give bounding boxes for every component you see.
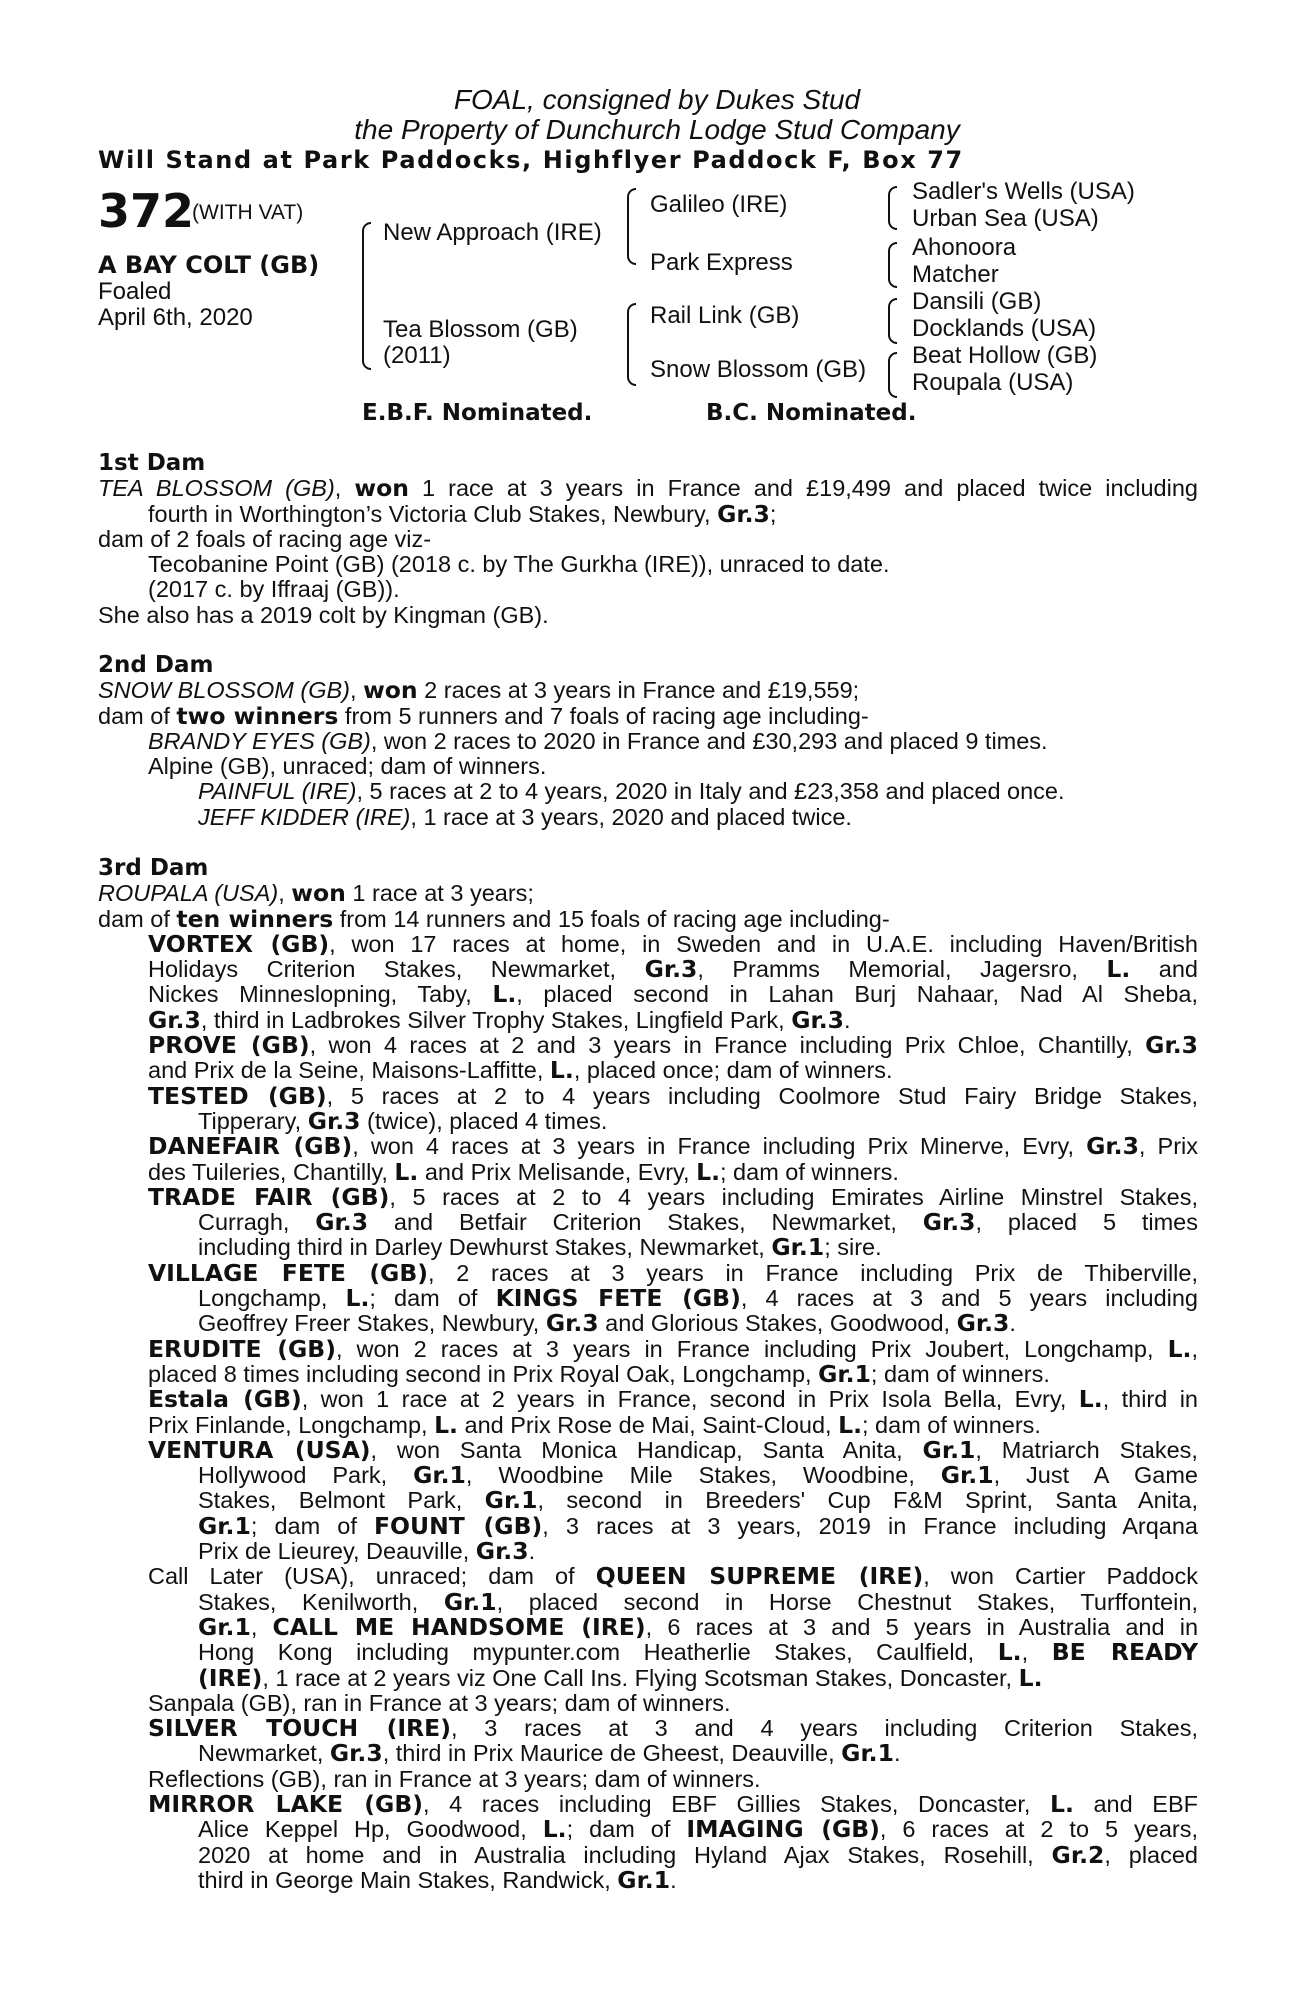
text-line <box>198 1488 1198 1513</box>
body-text: , 4 races at 3 and 5 years including <box>740 1285 1199 1312</box>
pedigree-dam: Tea Blossom (GB) <box>383 316 578 343</box>
text-line <box>148 1005 1198 1034</box>
body-text: Tipperary, <box>198 1107 308 1134</box>
pedigree-brace-ss <box>888 186 897 230</box>
body-text: , <box>1191 1335 1198 1362</box>
body-text: from 5 runners and 7 foals of racing age including- <box>338 702 869 729</box>
body-text: Prix de Lieurey, Deauville, <box>198 1538 476 1565</box>
body-text: Prix Finlande, Longchamp, <box>148 1411 435 1438</box>
body-text: , 5 races at 2 to 4 years, 2020 in Italy and £23,358 and placed once. <box>356 778 1065 805</box>
bold-text: L. <box>1078 1385 1103 1414</box>
pedigree-sire-sire: Galileo (IRE) <box>650 191 788 218</box>
text-line <box>148 982 1198 1007</box>
body-text: Geoffrey Freer Stakes, Newbury, <box>198 1310 546 1337</box>
text-line <box>198 1539 1198 1564</box>
section-heading: 2nd Dam <box>98 652 214 678</box>
body-text: , Pramms Memorial, Jagersro, <box>697 956 1107 983</box>
body-text: and Prix Rose de Mai, Saint-Cloud, <box>457 1411 839 1438</box>
text-line <box>198 1106 1198 1135</box>
pedigree-dam-year: (2011) <box>383 342 451 369</box>
body-text: placed 8 times including second in Prix Royal Oak, Longchamp, <box>148 1360 819 1387</box>
bold-text: Gr.1 <box>940 1461 994 1490</box>
body-text: , 5 races at 2 to 4 years including Emirates Airline Minstrel Stakes, <box>389 1183 1198 1210</box>
bold-text: won <box>363 676 418 705</box>
bold-text: L. <box>696 1157 720 1186</box>
text-line <box>198 1817 1198 1842</box>
lot-vat-note: (WITH VAT) <box>192 201 304 224</box>
body-text: (twice), placed 4 times. <box>360 1107 608 1134</box>
body-text: Stakes, Belmont Park, <box>198 1487 485 1514</box>
body-text: 1 race at 3 years; <box>345 880 534 907</box>
body-text: , <box>334 475 355 502</box>
italic-name: JEFF KIDDER (IRE) <box>198 803 411 830</box>
text-line <box>148 1058 1198 1083</box>
text-line <box>148 1564 1198 1589</box>
text-line <box>198 1511 1198 1540</box>
bold-text: Gr.1 <box>818 1359 871 1388</box>
body-text: , 2 races at 3 years in France including Prix de Thiberville, <box>428 1259 1198 1286</box>
body-text: Curragh, <box>198 1209 316 1236</box>
bold-text: L. <box>1167 1334 1192 1363</box>
body-text: , Woodbine Mile Stakes, Woodbine, <box>465 1462 941 1489</box>
bold-text: Gr.1 <box>484 1486 538 1515</box>
body-text: dam of <box>98 905 177 932</box>
bold-text: MIRROR LAKE (GB) <box>148 1789 423 1818</box>
bold-text: L. <box>838 1410 862 1439</box>
text-line <box>148 1716 1198 1741</box>
text-line <box>148 1767 1198 1792</box>
bold-text: Gr.1 <box>841 1739 894 1768</box>
body-text: , placed second in Lahan Burj Nahaar, Nad Al Sheba, <box>516 981 1198 1008</box>
body-text: . <box>893 1740 901 1767</box>
text-line <box>98 904 1198 933</box>
body-text: including third in Darley Dewhurst Stakes, Newmarket, <box>198 1234 772 1261</box>
body-text: , Prix <box>1138 1133 1198 1160</box>
body-text: dam of 2 foals of racing age viz- <box>98 525 432 552</box>
bold-text: PROVE (GB) <box>148 1031 310 1060</box>
third-dam-section <box>98 856 1198 1893</box>
body-text: . <box>528 1538 536 1565</box>
body-text: ; <box>769 500 777 527</box>
body-text: 2020 at home and in Australia including Hyland Ajax Stakes, Rosehill, <box>198 1841 1052 1868</box>
body-text: . <box>670 1866 677 1893</box>
bold-text: L. <box>1049 1789 1074 1818</box>
body-text: ; dam of winners. <box>720 1158 899 1185</box>
body-text: , won Cartier Paddock <box>923 1563 1198 1590</box>
pedigree-dds: Beat Hollow (GB) <box>912 342 1098 369</box>
italic-name: ROUPALA (USA) <box>98 880 279 907</box>
bold-text: L. <box>1106 955 1131 984</box>
bold-text: VENTURA (USA) <box>148 1435 371 1464</box>
bold-text: Gr.3 <box>791 1005 845 1034</box>
text-line <box>148 1134 1198 1159</box>
body-text: Nickes Minneslopning, Taby, <box>148 981 493 1008</box>
bold-text: TESTED (GB) <box>148 1081 327 1110</box>
text-line <box>148 957 1198 982</box>
body-text: , won 1 race at 2 years in France, second in Prix Isola Bella, Evry, <box>301 1386 1079 1413</box>
body-text: , placed 5 times <box>975 1209 1198 1236</box>
text-line <box>198 1311 1198 1336</box>
bold-text: ten winners <box>176 904 334 933</box>
text-line <box>198 1663 1198 1692</box>
body-text: . <box>844 1006 851 1033</box>
text-line <box>98 678 1198 703</box>
bold-text: Gr.1 <box>443 1587 497 1616</box>
text-line <box>148 1334 1198 1363</box>
body-text: Longchamp, <box>198 1285 346 1312</box>
body-text: Hong Kong including mypunter.com Heatherlie Stakes, Caulfield, <box>198 1639 998 1666</box>
bold-text: TRADE FAIR (GB) <box>148 1182 390 1211</box>
body-text: , won 2 races to 2020 in France and £30,293 and placed 9 times. <box>370 727 1048 754</box>
bold-text: DANEFAIR (GB) <box>148 1132 353 1161</box>
pedigree-sds: Ahonoora <box>912 234 1017 261</box>
text-line <box>148 1691 1198 1716</box>
foaled-date: April 6th, 2020 <box>98 304 253 331</box>
body-text: Tecobanine Point (GB) (2018 c. by The Gurkha (IRE)), unraced to date. <box>148 551 890 578</box>
pedigree-dss: Dansili (GB) <box>912 288 1042 315</box>
pedigree-brace-main <box>362 222 371 370</box>
body-text: ; dam of <box>250 1512 374 1539</box>
body-text: , won 17 races at home, in Sweden and in U.A.E. including Haven/British <box>329 930 1198 957</box>
ebf-nomination: E.B.F. Nominated. <box>362 400 593 426</box>
body-text: , Just A Game <box>993 1462 1199 1489</box>
bold-text: L. <box>549 1056 574 1085</box>
bold-text: L. <box>542 1815 567 1844</box>
body-text: , 3 races at 3 years, 2019 in France including Arqana <box>542 1512 1198 1539</box>
pedigree-ssd: Urban Sea (USA) <box>912 205 1099 232</box>
bold-text: Gr.3 <box>545 1309 599 1338</box>
bold-text: won <box>291 879 346 908</box>
text-line <box>148 1258 1198 1287</box>
text-line <box>148 1435 1198 1464</box>
body-text: third in George Main Stakes, Randwick, <box>198 1866 618 1893</box>
body-text: 1 race at 3 years in France and £19,499 and placed twice including <box>408 475 1198 502</box>
body-text: , third in Prix Maurice de Gheest, Deauville, <box>382 1740 842 1767</box>
first-dam-section <box>98 451 1198 628</box>
text-line <box>98 527 1198 552</box>
second-dam-section <box>98 653 1198 830</box>
pedigree-sire-dam: Park Express <box>650 249 793 276</box>
bc-nomination: B.C. Nominated. <box>706 400 917 426</box>
body-text: , placed <box>1104 1841 1198 1868</box>
italic-name: TEA BLOSSOM (GB) <box>98 475 335 502</box>
body-text: , <box>350 677 364 704</box>
bold-text: ERUDITE (GB) <box>148 1334 336 1363</box>
bold-text: Gr.1 <box>617 1865 671 1894</box>
body-text: ; sire. <box>824 1234 882 1261</box>
body-text: , 4 races including EBF Gillies Stakes, Doncaster, <box>423 1790 1050 1817</box>
body-text: , won 4 races at 2 and 3 years in France including Prix Chloe, Chantilly, <box>309 1032 1146 1059</box>
section-heading: 3rd Dam <box>98 855 209 881</box>
bold-text: two winners <box>176 701 339 730</box>
body-text: , second in Breeders' Cup F&M Sprint, Santa Anita, <box>537 1487 1198 1514</box>
body-text: Call Later (USA), unraced; dam of <box>148 1563 596 1590</box>
body-text: , placed once; dam of winners. <box>573 1057 893 1084</box>
text-line <box>148 552 1198 577</box>
text-line <box>148 1033 1198 1058</box>
bold-text: Gr.3 <box>475 1537 529 1566</box>
text-line <box>148 577 1198 602</box>
body-text: ; dam of winners. <box>870 1360 1050 1387</box>
bold-text: CALL ME HANDSOME (IRE) <box>272 1612 646 1641</box>
body-text: Stakes, Kenilworth, <box>198 1588 444 1615</box>
bold-text: Gr.3 <box>644 955 698 984</box>
pedigree-brace-sd <box>888 242 897 288</box>
bold-text: Gr.2 <box>1051 1840 1105 1869</box>
bold-text: Gr.3 <box>1086 1132 1139 1161</box>
body-text: , placed second in Horse Chestnut Stakes, Turffontein, <box>496 1588 1199 1615</box>
pedigree-sire: New Approach (IRE) <box>383 219 602 246</box>
text-line <box>198 1840 1198 1869</box>
italic-name: PAINFUL (IRE) <box>198 778 357 805</box>
body-text: , 6 races at 3 and 5 years in Australia and in <box>645 1613 1199 1640</box>
body-text: and Betfair Criterion Stakes, Newmarket, <box>368 1209 923 1236</box>
text-line <box>198 1865 1198 1894</box>
bold-text: won <box>354 474 409 503</box>
body-text: and Prix de la Seine, Maisons-Laffitte, <box>148 1057 550 1084</box>
body-text: , won 2 races at 3 years in France including Prix Joubert, Longchamp, <box>335 1335 1168 1362</box>
bold-text: Gr.3 <box>717 499 770 528</box>
body-text: ; dam of <box>566 1816 687 1843</box>
body-text: , 1 race at 2 years viz One Call Ins. Flying Scotsman Stakes, Doncaster, <box>262 1664 1019 1691</box>
text-line <box>148 1081 1198 1110</box>
body-text: and Prix Melisande, Evry, <box>418 1158 697 1185</box>
body-text: from 14 runners and 15 foals of racing age including- <box>333 905 890 932</box>
text-line <box>198 805 1198 830</box>
bold-text: Estala (GB) <box>148 1385 302 1414</box>
body-text: des Tuileries, Chantilly, <box>148 1158 395 1185</box>
text-line <box>148 929 1198 958</box>
bold-text: Gr.1 <box>413 1461 466 1490</box>
bold-text: L. <box>394 1157 419 1186</box>
pedigree-sdd: Matcher <box>912 261 999 288</box>
bold-text: Gr.3 <box>1145 1031 1198 1060</box>
italic-name: SNOW BLOSSOM (GB) <box>98 677 350 704</box>
text-line <box>198 1210 1198 1235</box>
text-line <box>98 603 1198 628</box>
body-text: (2017 c. by Iffraaj (GB)). <box>148 576 400 603</box>
bold-text: VORTEX (GB) <box>148 929 330 958</box>
pedigree-dam-sire: Rail Link (GB) <box>650 302 800 329</box>
bold-text: VILLAGE FETE (GB) <box>148 1258 428 1287</box>
body-text: and EBF <box>1073 1790 1198 1817</box>
text-line <box>148 754 1198 779</box>
pedigree-ddd: Roupala (USA) <box>912 369 1074 396</box>
italic-name: BRANDY EYES (GB) <box>148 727 371 754</box>
bold-text: Gr.3 <box>307 1106 361 1135</box>
bold-text: Gr.1 <box>922 1435 976 1464</box>
body-text: , 3 races at 3 and 4 years including Criterion Stakes, <box>450 1715 1198 1742</box>
bold-text: Gr.1 <box>198 1511 251 1540</box>
bold-text: FOUNT (GB) <box>373 1511 543 1540</box>
body-text: fourth in Worthington’s Victoria Club Stakes, Newbury, <box>148 500 718 527</box>
text-line <box>198 1235 1198 1260</box>
text-line <box>198 779 1198 804</box>
body-text: , <box>278 880 292 907</box>
bold-text: Gr.1 <box>771 1233 825 1262</box>
bold-text: Gr.3 <box>148 1005 201 1034</box>
text-line <box>98 881 1198 906</box>
pedigree-brace-ds <box>888 298 897 344</box>
pedigree-brace-dd <box>888 352 897 398</box>
foaled-label: Foaled <box>98 278 172 305</box>
pedigree-brace-dam <box>627 303 636 386</box>
bold-text: L. <box>492 980 517 1009</box>
text-line <box>148 1410 1198 1439</box>
bold-text: IMAGING (GB) <box>686 1815 880 1844</box>
body-text: Alpine (GB), unraced; dam of winners. <box>148 753 547 780</box>
body-text: Alice Keppel Hp, Goodwood, <box>198 1816 543 1843</box>
text-line <box>98 476 1198 501</box>
text-line <box>148 1157 1198 1186</box>
body-text: , 5 races at 2 to 4 years including Coolmore Stud Fairy Bridge Stakes, <box>326 1082 1198 1109</box>
bold-text: Gr.3 <box>329 1739 383 1768</box>
pedigree-dam-dam: Snow Blossom (GB) <box>650 356 867 383</box>
pedigree-sss: Sadler's Wells (USA) <box>912 178 1135 205</box>
bold-text: Gr.3 <box>956 1309 1010 1338</box>
body-text: 2 races at 3 years in France and £19,559; <box>417 677 860 704</box>
bold-text: L. <box>997 1638 1022 1667</box>
body-text: She also has a 2019 colt by Kingman (GB). <box>98 601 549 628</box>
body-text: , Matriarch Stakes, <box>975 1436 1198 1463</box>
text-line <box>198 1463 1198 1488</box>
text-line <box>198 1640 1198 1665</box>
body-text: and Glorious Stakes, Goodwood, <box>598 1310 957 1337</box>
bold-text: L. <box>1018 1663 1043 1692</box>
body-text: , won 4 races at 3 years in France including Prix Minerve, Evry, <box>352 1133 1087 1160</box>
lot-title: A BAY COLT (GB) <box>98 251 320 279</box>
bold-text: Gr.1 <box>198 1612 251 1641</box>
text-line <box>148 1182 1198 1211</box>
body-text: Hollywood Park, <box>198 1462 414 1489</box>
section-heading: 1st Dam <box>98 450 206 476</box>
text-line <box>198 1741 1198 1766</box>
body-text: , third in <box>1102 1386 1198 1413</box>
lot-number: 372 <box>98 184 195 238</box>
body-text: , 6 races at 2 to 5 years, <box>879 1816 1198 1843</box>
bold-text: (IRE) <box>198 1663 263 1692</box>
text-line <box>148 1789 1198 1818</box>
body-text: , 1 race at 3 years, 2020 and placed twice. <box>410 803 852 830</box>
bold-text: QUEEN SUPREME (IRE) <box>595 1562 924 1591</box>
text-line <box>148 499 1198 528</box>
body-text: . <box>1009 1310 1016 1337</box>
body-text: , third in Ladbrokes Silver Trophy Stakes, Lingfield Park, <box>200 1006 792 1033</box>
text-line <box>148 1359 1198 1388</box>
body-text: , won Santa Monica Handicap, Santa Anita, <box>370 1436 923 1463</box>
body-text: dam of <box>98 702 177 729</box>
text-line <box>148 1387 1198 1412</box>
body-text: and <box>1130 956 1198 983</box>
bold-text: BE READY <box>1051 1638 1199 1667</box>
body-text: Holidays Criterion Stakes, Newmarket, <box>148 956 645 983</box>
body-text: ; dam of winners. <box>862 1411 1041 1438</box>
bold-text: L. <box>434 1410 458 1439</box>
body-text: , <box>1021 1639 1052 1666</box>
body-text: , <box>250 1613 273 1640</box>
text-line <box>148 729 1198 754</box>
bold-text: SILVER TOUCH (IRE) <box>148 1714 451 1743</box>
bold-text: Gr.3 <box>315 1208 369 1237</box>
text-line <box>198 1286 1198 1311</box>
body-text: Newmarket, <box>198 1740 330 1767</box>
text-line <box>198 1587 1199 1616</box>
pedigree-brace-sire <box>627 188 636 265</box>
body-text: ; dam of <box>369 1285 496 1312</box>
pedigree-dsd: Docklands (USA) <box>912 315 1097 342</box>
body-text: Reflections (GB), ran in France at 3 years; dam of winners. <box>148 1765 761 1792</box>
header-stand: Will Stand at Park Paddocks, Highflyer Paddock F, Box 77 <box>98 146 964 174</box>
bold-text: L. <box>345 1284 370 1313</box>
text-line <box>98 701 1198 730</box>
bold-text: Gr.3 <box>922 1208 976 1237</box>
header-consignor: FOAL, consigned by Dukes Stud <box>453 84 861 115</box>
bold-text: KINGS FETE (GB) <box>495 1284 741 1313</box>
body-text: Sanpala (GB), ran in France at 3 years; dam of winners. <box>148 1689 731 1716</box>
text-line <box>198 1612 1199 1641</box>
header-property: the Property of Dunchurch Lodge Stud Company <box>354 114 960 145</box>
